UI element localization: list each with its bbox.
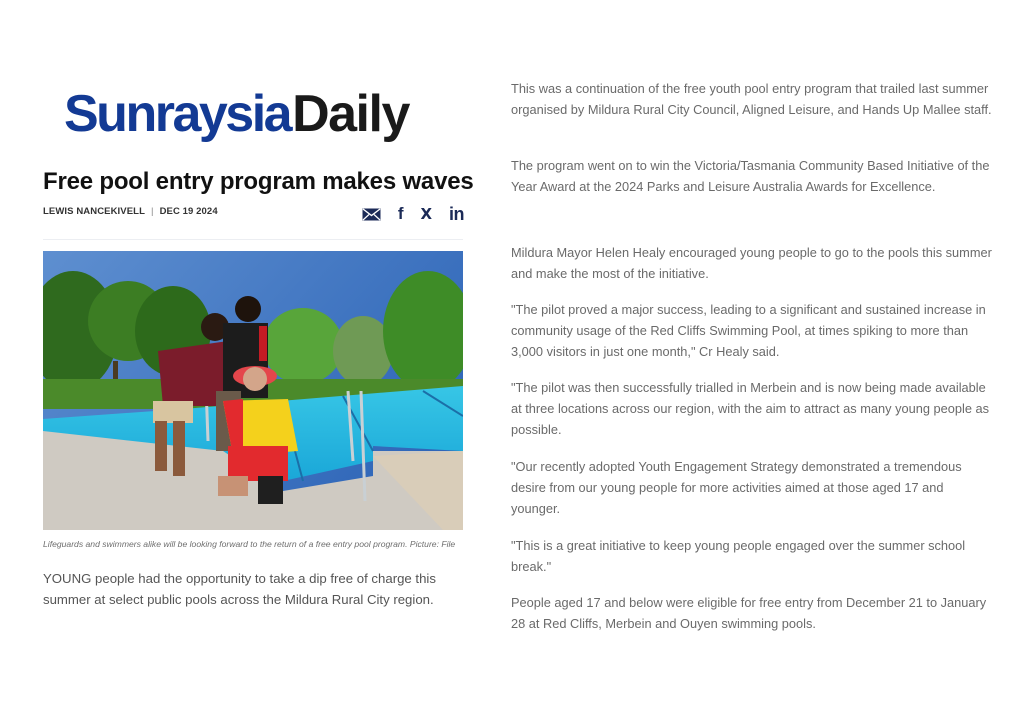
- body-paragraph: "This is a great initiative to keep young people engaged over the summer school break.": [511, 538, 966, 574]
- x-twitter-icon[interactable]: X: [420, 205, 433, 223]
- body-paragraph: This was a continuation of the free youth pool entry program that trailed last summer organised by Mildura Rural City Council, Aligned Leisure, and Hands Up Mallee staff.: [511, 81, 992, 117]
- body-paragraph: "The pilot was then successfully trialled in Merbein and is now being made available at three locations across our region, with the aim to attract as many young people as possible.: [511, 380, 990, 437]
- share-bar: [362, 204, 464, 224]
- byline: [43, 206, 218, 217]
- email-icon[interactable]: [362, 208, 381, 221]
- article-headline: Free pool entry program makes waves: [43, 168, 474, 195]
- logo-daily: Daily: [292, 85, 409, 143]
- logo-sunraysia: Sunraysia: [64, 85, 291, 143]
- photo-caption: Lifeguards and swimmers alike will be looking forward to the return of a free entry pool program. Picture: File: [43, 539, 456, 549]
- author-name[interactable]: LEWIS NANCEKIVELL: [43, 206, 145, 217]
- header-divider: [43, 239, 463, 240]
- masthead-logo[interactable]: [64, 84, 409, 144]
- linkedin-icon[interactable]: in: [448, 203, 464, 224]
- body-paragraph: "The pilot proved a major success, leading to a significant and sustained increase in community usage of the Red Cliffs Swimming Pool, at times spiking to more than 3,000 visitors in just one month," Cr Healy said.: [511, 302, 986, 359]
- article-photo: [43, 251, 463, 530]
- body-paragraph: The program went on to win the Victoria/Tasmania Community Based Initiative of the Year Award at the 2024 Parks and Leisure Australia Awards for Excellence.: [511, 158, 990, 194]
- body-paragraph: People aged 17 and below were eligible for free entry from December 21 to January 28 at Red Cliffs, Merbein and Ouyen swimming pools.: [511, 595, 987, 631]
- body-paragraph: Mildura Mayor Helen Healy encouraged young people to go to the pools this summer and make the most of the initiative.: [511, 245, 992, 281]
- body-paragraph: "Our recently adopted Youth Engagement Strategy demonstrated a tremendous desire from our young people for more activities aimed at those aged 17 and younger.: [511, 459, 962, 516]
- publish-date: DEC 19 2024: [159, 206, 218, 217]
- byline-separator: |: [150, 206, 154, 217]
- lede-paragraph: YOUNG people had the opportunity to take a dip free of charge this summer at select public pools across the Mildura Rural City region.: [43, 571, 436, 607]
- facebook-icon[interactable]: f: [397, 204, 404, 223]
